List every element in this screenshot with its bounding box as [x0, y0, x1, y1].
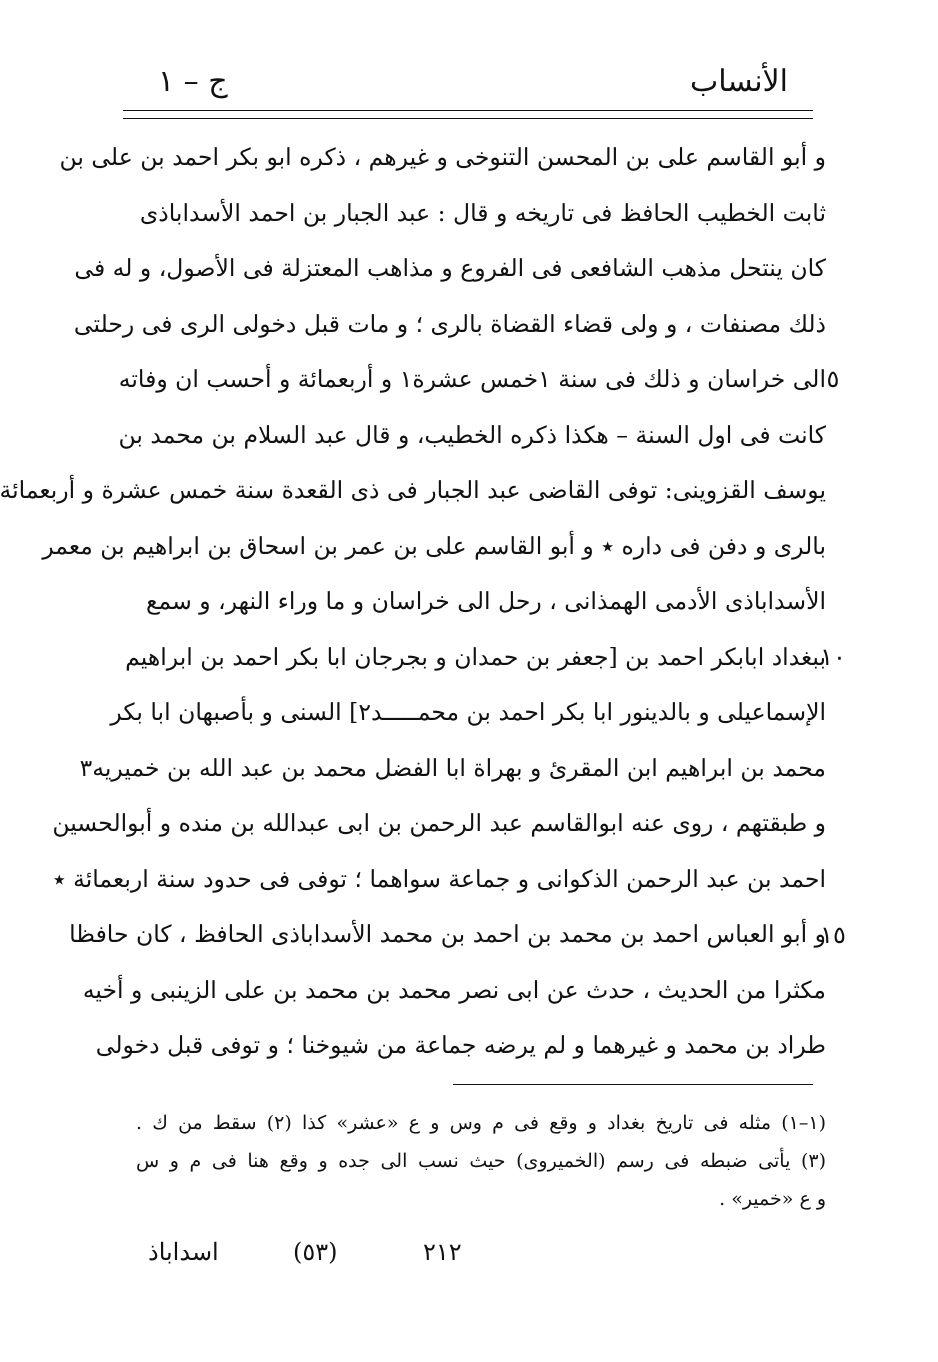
- text-line: الى خراسان و ذلك فى سنة ١خمس عشرة١ و أربعمائة و أحسب ان وفاته: [118, 365, 826, 393]
- text-line: بالرى و دفن فى داره ٭ و أبو القاسم على بن عمر بن اسحاق بن ابراهيم بن معمر: [42, 531, 826, 560]
- text-line: احمد بن عبد الرحمن الذكوانى و جماعة سواهما ؛ توفى فى حدود سنة اربعمائة ٭: [52, 864, 826, 893]
- page-footer: [123, 1232, 813, 1272]
- line-number-10: ١٠: [820, 643, 846, 671]
- text-line: الإسماعيلى و بالدينور ابا بكر احمد بن محمـــــد٢] السنى و بأصبهان ابا بكر: [110, 698, 826, 726]
- footnote-line: و ع «خمير» .: [719, 1188, 826, 1210]
- text-line: ثابت الخطيب الحافظ فى تاريخه و قال : عبد الجبار بن احمد الأسداباذى: [139, 198, 826, 227]
- volume-label: ج – ١: [158, 64, 228, 99]
- text-line: مكثرا من الحديث ، حدث عن ابى نصر محمد بن محمد بن على الزينبى و أخيه: [82, 975, 826, 1004]
- footer-entry-name: اسداباذ: [148, 1238, 219, 1266]
- text-line: و أبو القاسم على بن المحسن التنوخى و غيرهم ، ذكره ابو بكر احمد بن على بن: [59, 143, 826, 171]
- text-line: و أبو العباس احمد بن محمد بن احمد بن محمد الأسداباذى الحافظ ، كان حافظا: [69, 920, 826, 948]
- footnotes: [136, 1104, 826, 1218]
- text-line: يوسف القزوينى: توفى القاضى عبد الجبار فى ذى القعدة سنة خمس عشرة و أربعمائة: [0, 476, 826, 504]
- footnote-separator: [453, 1084, 813, 1085]
- line-number-15: ١٥: [820, 921, 846, 949]
- text-line: الأسداباذى الأدمى الهمذانى ، رحل الى خراسان و ما وراء النهر، و سمع: [146, 587, 826, 615]
- text-line: محمد بن ابراهيم ابن المقرئ و بهراة ابا الفضل محمد بن عبد الله بن خميريه٣: [79, 753, 826, 782]
- footnote-line: (١–١) مثله فى تاريخ بغداد و وقع فى م وس و ع «عشر» كذا (٢) سقط من ك .: [136, 1112, 826, 1134]
- main-text: [0, 130, 826, 1074]
- footnote-line: (٣) يأتى ضبطه فى رسم (الخميروى) حيث نسب الى جده و وقع هنا فى م و س: [136, 1150, 826, 1172]
- page-number: ٢١٢: [423, 1238, 462, 1266]
- running-title: الأنساب: [690, 64, 788, 99]
- text-line: كانت فى اول السنة – هكذا ذكره الخطيب، و قال عبد السلام بن محمد بن: [118, 420, 826, 449]
- text-line: طراد بن محمد و غيرهما و لم يرضه جماعة من شيوخنا ؛ و توفى قبل دخولى: [95, 1031, 826, 1059]
- footer-reference: (٥٣): [293, 1238, 338, 1266]
- text-line: ذلك مصنفات ، و ولى قضاء القضاة بالرى ؛ و مات قبل دخولى الرى فى رحلتى: [73, 309, 826, 338]
- header-rule-bottom: [123, 118, 813, 119]
- text-line: كان ينتحل مذهب الشافعى فى الفروع و مذاهب المعتزلة فى الأصول، و له فى: [74, 254, 826, 282]
- line-number-5: ٥: [826, 365, 840, 393]
- text-line: و طبقتهم ، روى عنه ابوالقاسم عبد الرحمن بن ابى عبدالله بن منده و أبوالحسين: [52, 809, 826, 837]
- text-line: ببغداد ابابكر احمد بن [جعفر بن حمدان و بجرجان ابا بكر احمد بن ابراهيم: [125, 642, 826, 671]
- header-rule-top: [123, 110, 813, 111]
